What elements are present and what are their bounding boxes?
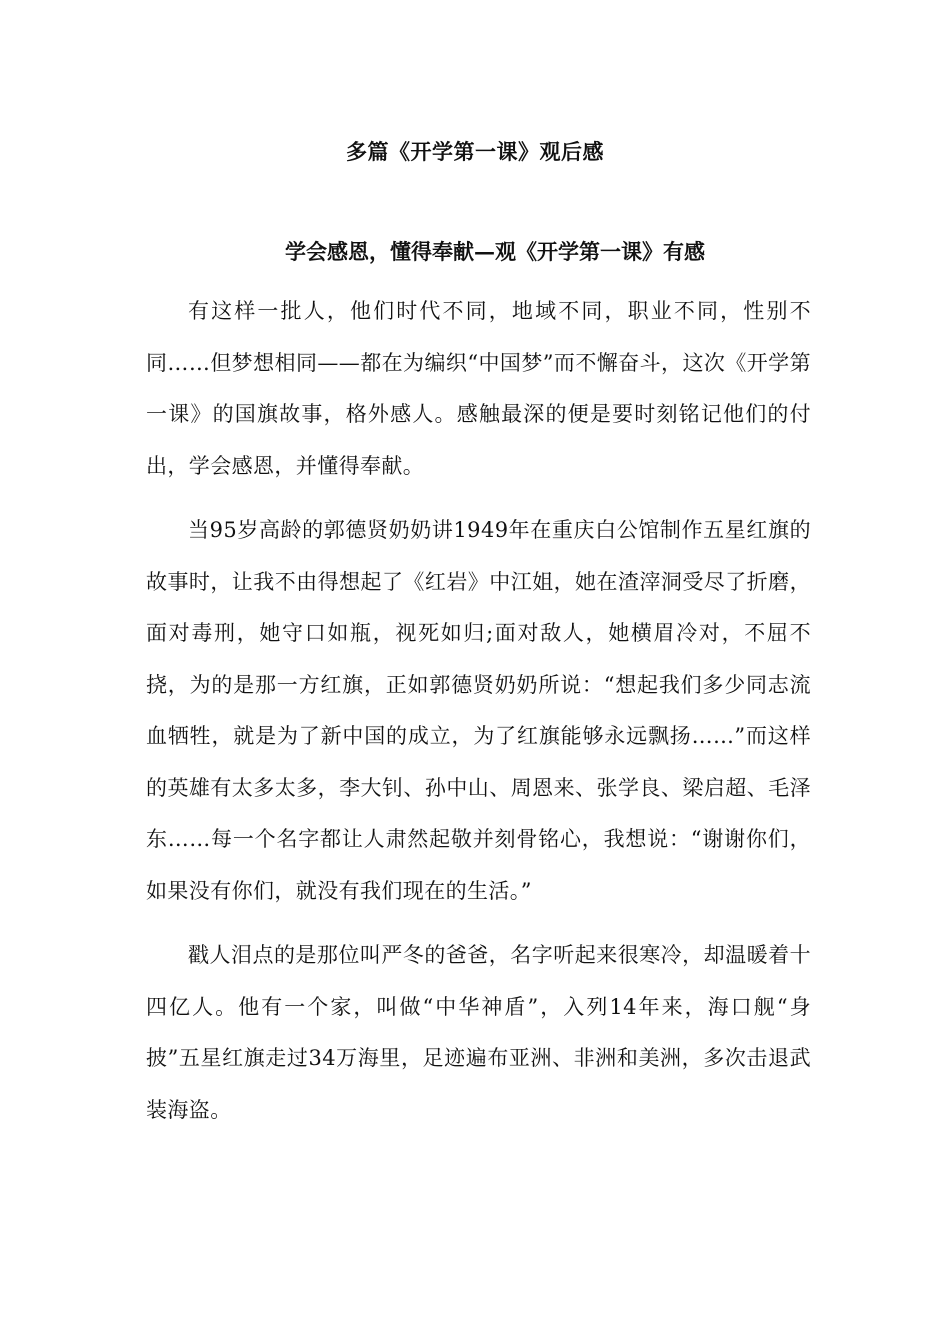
paragraph: 当95岁高龄的郭德贤奶奶讲1949年在重庆白公馆制作五星红旗的故事时，让我不由得想起了《红岩》中江姐，她在渣滓洞受尽了折磨，面对毒刑，她守口如瓶，视死如归;面对敌人，她横眉冷对，不屈不挠，为的是那一方红旗，正如郭德贤奶奶所说：“想起我们多少同志流血牺牲，就是为了新中国的成立，为了红旗能够永远飘扬……”而这样的英雄有太多太多，李大钊、孙中山、周恩来、张学良、梁启超、毛泽东……每一个名字都让人肃然起敬并刻骨铭心，我想说：“谢谢你们，如果没有你们，就没有我们现在的生活。”: [146, 518, 811, 903]
paragraph: 有这样一批人，他们时代不同，地域不同，职业不同，性别不同……但梦想相同——都在为编织“中国梦”而不懈奋斗，这次《开学第一课》的国旗故事，格外感人。感触最深的便是要时刻铭记他们的付出，学会感恩，并懂得奉献。: [146, 299, 811, 478]
paragraph: 戳人泪点的是那位叫严冬的爸爸，名字听起来很寒冷，却温暖着十四亿人。他有一个家，叫做“中华神盾”，入列14年来，海口舰“身披”五星红旗走过34万海里，足迹遍布亚洲、非洲和美洲，多次击退武装海盗。: [146, 943, 811, 1122]
document-title: 多篇《开学第一课》观后感: [346, 139, 604, 164]
document-subtitle: 学会感恩，懂得奉献—观《开学第一课》有感: [285, 239, 705, 264]
document-body: [146, 286, 811, 1149]
